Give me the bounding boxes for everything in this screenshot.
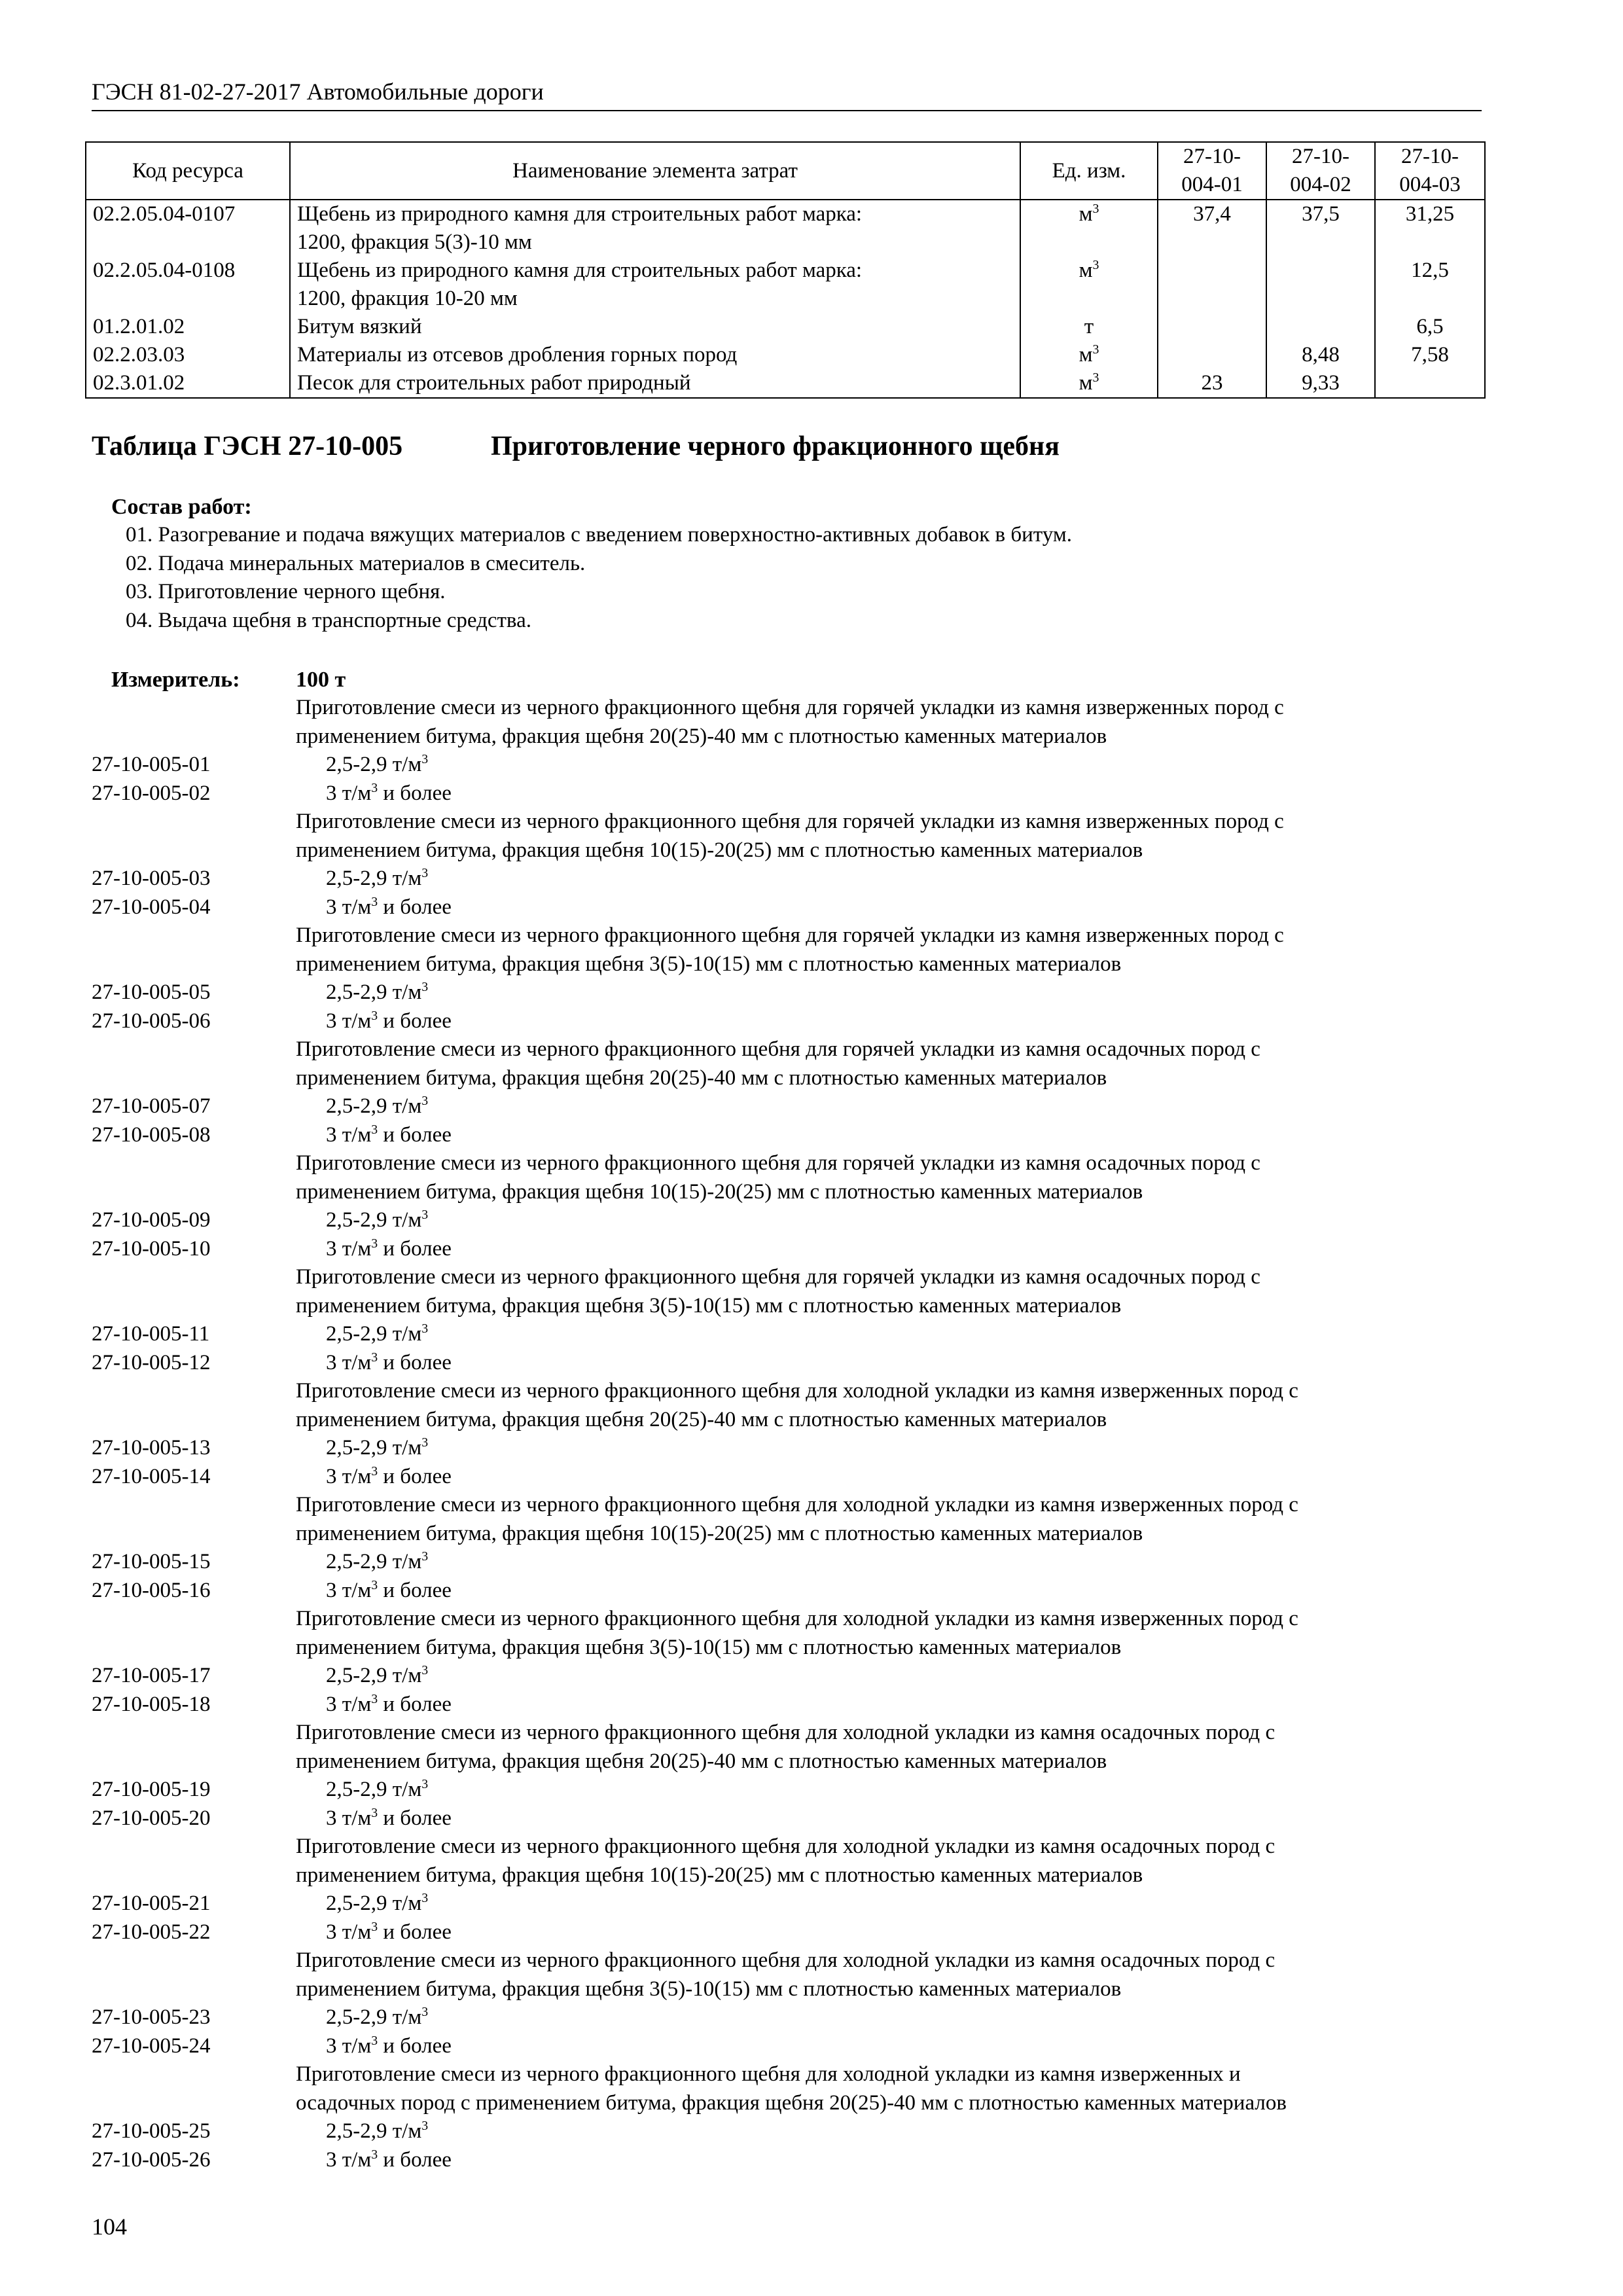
column-header-line: 27-10- bbox=[1292, 145, 1349, 168]
unit-text: т bbox=[1084, 315, 1094, 338]
density-suffix: и более bbox=[378, 1464, 452, 1488]
norm-row bbox=[92, 1235, 1486, 1264]
work-step: 01. Разогревание и подача вяжущих материалов с введением поверхностно-активных добавок в битум. bbox=[126, 523, 1072, 547]
resource-value: 7,58 bbox=[1375, 341, 1485, 369]
norm-description-line: применением битума, фракция щебня 3(5)-10(15) мм с плотностью каменных материалов bbox=[296, 1293, 1122, 1318]
density-text: 2,5-2,9 т/м bbox=[326, 1436, 422, 1460]
resource-value: 12,5 bbox=[1375, 257, 1485, 313]
density-text: 3 т/м bbox=[326, 1350, 372, 1374]
norm-row bbox=[92, 1804, 1486, 1833]
resource-value: 9,33 bbox=[1266, 369, 1375, 398]
unit-superscript: 3 bbox=[371, 1350, 378, 1365]
resource-value bbox=[1375, 369, 1485, 398]
unit-superscript: 3 bbox=[421, 1435, 429, 1450]
density-suffix: и более bbox=[378, 781, 452, 805]
unit-superscript: 3 bbox=[371, 894, 378, 909]
unit-superscript: 3 bbox=[421, 1663, 429, 1677]
norm-row bbox=[92, 2146, 1486, 2175]
unit-text: м bbox=[1079, 259, 1093, 282]
norm-group-description bbox=[92, 808, 1486, 865]
norm-group-description bbox=[92, 1491, 1486, 1548]
page-number: 104 bbox=[92, 2214, 127, 2240]
unit-superscript: 3 bbox=[371, 2033, 378, 2048]
norms-list bbox=[92, 694, 1486, 2174]
unit-superscript: 3 bbox=[421, 1777, 429, 1791]
norm-description-line: применением битума, фракция щебня 3(5)-10(15) мм с плотностью каменных материалов bbox=[296, 952, 1122, 976]
resource-unit bbox=[1020, 313, 1158, 341]
norm-code: 27-10-005-23 bbox=[92, 2005, 211, 2029]
column-header-line: 27-10- bbox=[1183, 145, 1241, 168]
running-header: ГЭСН 81-02-27-2017 Автомобильные дороги bbox=[92, 77, 1482, 111]
norm-code: 27-10-005-07 bbox=[92, 1094, 211, 1118]
work-step: 02. Подача минеральных материалов в смеситель. bbox=[126, 551, 586, 575]
column-header bbox=[1020, 142, 1158, 200]
norm-description-line: Приготовление смеси из черного фракционного щебня для горячей укладки из камня осадочных пород с bbox=[296, 1037, 1260, 1061]
resource-name-line: Щебень из природного камня для строительных работ марка: bbox=[297, 259, 863, 282]
density-text: 3 т/м bbox=[326, 1578, 372, 1602]
norm-code: 27-10-005-14 bbox=[92, 1464, 211, 1488]
unit-superscript: 3 bbox=[371, 1691, 378, 1706]
resource-code: 02.3.01.02 bbox=[86, 369, 290, 398]
resource-value: 6,5 bbox=[1375, 313, 1485, 341]
density-text: 2,5-2,9 т/м bbox=[326, 1664, 422, 1687]
table-title-label: Таблица ГЭСН 27-10-005 bbox=[92, 431, 403, 461]
norm-row bbox=[92, 893, 1486, 922]
unit-text: м bbox=[1079, 371, 1093, 395]
unit-superscript: 3 bbox=[421, 1094, 429, 1108]
resource-name-line: Песок для строительных работ природный bbox=[297, 371, 691, 395]
unit-superscript: 3 bbox=[371, 1577, 378, 1592]
norm-description-line: применением битума, фракция щебня 10(15)-20(25) мм с плотностью каменных материалов bbox=[296, 838, 1143, 862]
norm-group-description bbox=[92, 1377, 1486, 1434]
norm-row bbox=[92, 1890, 1486, 1918]
norm-row bbox=[92, 1577, 1486, 1605]
norm-density-label bbox=[326, 1662, 428, 1691]
unit-superscript: 3 bbox=[371, 1122, 378, 1137]
norm-description-line: Приготовление смеси из черного фракционного щебня для холодной укладки из камня изверженных пород с bbox=[296, 1607, 1298, 1630]
norm-code: 27-10-005-08 bbox=[92, 1122, 211, 1147]
density-text: 2,5-2,9 т/м bbox=[326, 1322, 422, 1346]
density-text: 3 т/м bbox=[326, 1692, 372, 1716]
norm-row bbox=[92, 1320, 1486, 1349]
column-header-line: 004-01 bbox=[1181, 173, 1243, 196]
norm-code: 27-10-005-11 bbox=[92, 1322, 210, 1346]
density-text: 3 т/м bbox=[326, 1009, 372, 1033]
unit-superscript: 3 bbox=[371, 780, 378, 795]
density-text: 3 т/м bbox=[326, 781, 372, 805]
density-suffix: и более bbox=[378, 1692, 452, 1716]
norm-description-line: применением битума, фракция щебня 20(25)-40 мм с плотностью каменных материалов bbox=[296, 1066, 1107, 1090]
norm-code: 27-10-005-21 bbox=[92, 1892, 211, 1915]
resource-unit bbox=[1020, 341, 1158, 369]
meter-value: 100 т bbox=[296, 668, 346, 692]
meter-label: Измеритель: bbox=[111, 668, 240, 692]
norm-row bbox=[92, 1007, 1486, 1036]
density-text: 2,5-2,9 т/м bbox=[326, 1550, 422, 1573]
column-header-line: Наименование элемента затрат bbox=[512, 158, 798, 183]
resource-value bbox=[1158, 313, 1266, 341]
norm-description-line: Приготовление смеси из черного фракционного щебня для горячей укладки из камня изверженных пород с bbox=[296, 810, 1284, 833]
norm-description-line: применением битума, фракция щебня 10(15)-20(25) мм с плотностью каменных материалов bbox=[296, 1521, 1143, 1545]
norm-group-description bbox=[92, 1605, 1486, 1662]
norm-row bbox=[92, 1776, 1486, 1804]
unit-superscript: 3 bbox=[371, 1805, 378, 1820]
resource-name bbox=[290, 313, 1020, 341]
unit-superscript: 3 bbox=[421, 1321, 429, 1336]
norm-description-line: Приготовление смеси из черного фракционного щебня для холодной укладки из камня осадочных пород с bbox=[296, 1721, 1275, 1744]
resource-name-line: Битум вязкий bbox=[297, 315, 422, 338]
norm-density-label bbox=[326, 893, 452, 922]
work-composition-title: Состав работ: bbox=[111, 495, 252, 519]
norm-group-description bbox=[92, 1263, 1486, 1320]
density-text: 2,5-2,9 т/м bbox=[326, 867, 422, 890]
norm-description-line: Приготовление смеси из черного фракционного щебня для горячей укладки из камня изверженных пород с bbox=[296, 696, 1284, 719]
resource-value: 31,25 bbox=[1375, 200, 1485, 257]
unit-superscript: 3 bbox=[371, 1463, 378, 1479]
density-suffix: и более bbox=[378, 1806, 452, 1830]
norm-description-line: применением битума, фракция щебня 3(5)-10(15) мм с плотностью каменных материалов bbox=[296, 1977, 1122, 2001]
column-header-line: 004-03 bbox=[1399, 173, 1461, 196]
resource-value bbox=[1158, 341, 1266, 369]
unit-superscript: 3 bbox=[421, 1208, 429, 1222]
norm-code: 27-10-005-25 bbox=[92, 2119, 211, 2143]
resource-name-line: 1200, фракция 5(3)-10 мм bbox=[297, 230, 532, 254]
norm-density-label bbox=[326, 1007, 452, 1036]
norm-density-label bbox=[326, 780, 452, 808]
density-text: 3 т/м bbox=[326, 895, 372, 919]
density-suffix: и более bbox=[378, 2147, 452, 2172]
density-text: 3 т/м bbox=[326, 1464, 372, 1488]
norm-code: 27-10-005-16 bbox=[92, 1578, 211, 1602]
density-text: 3 т/м bbox=[326, 2034, 372, 2058]
norm-description-line: осадочных пород с применением битума, фракция щебня 20(25)-40 мм с плотностью каменных материалов bbox=[296, 2090, 1287, 2115]
norm-density-label bbox=[326, 1434, 428, 1463]
norm-row bbox=[92, 2032, 1486, 2061]
column-header bbox=[1158, 142, 1266, 200]
column-header bbox=[1266, 142, 1375, 200]
norm-code: 27-10-005-17 bbox=[92, 1664, 211, 1687]
norm-row bbox=[92, 1121, 1486, 1150]
norm-description-line: применением битума, фракция щебня 20(25)-40 мм с плотностью каменных материалов bbox=[296, 724, 1107, 748]
table-title-name: Приготовление черного фракционного щебня bbox=[491, 431, 1060, 461]
norm-row bbox=[92, 865, 1486, 893]
norm-description-line: Приготовление смеси из черного фракционного щебня для горячей укладки из камня осадочных пород с bbox=[296, 1265, 1260, 1289]
norm-row bbox=[92, 2117, 1486, 2146]
norm-density-label bbox=[326, 1121, 452, 1150]
unit-superscript: 3 bbox=[371, 1919, 378, 1934]
norm-code: 27-10-005-20 bbox=[92, 1806, 211, 1830]
density-text: 2,5-2,9 т/м bbox=[326, 1892, 422, 1915]
unit-superscript: 3 bbox=[371, 1008, 378, 1023]
norm-code: 27-10-005-04 bbox=[92, 895, 211, 919]
norm-row bbox=[92, 1691, 1486, 1719]
norm-description-line: Приготовление смеси из черного фракционного щебня для холодной укладки из камня осадочных пород с bbox=[296, 1948, 1275, 1972]
norm-group-description bbox=[92, 2060, 1486, 2117]
column-header bbox=[1375, 142, 1485, 200]
norm-code: 27-10-005-18 bbox=[92, 1692, 211, 1716]
norm-density-label bbox=[326, 1349, 452, 1378]
work-step: 03. Приготовление черного щебня. bbox=[126, 580, 446, 603]
norm-code: 27-10-005-09 bbox=[92, 1208, 211, 1232]
density-text: 3 т/м bbox=[326, 2147, 372, 2172]
norm-density-label bbox=[326, 1691, 452, 1719]
resource-name bbox=[290, 341, 1020, 369]
unit-superscript: 3 bbox=[1092, 370, 1099, 385]
resource-name-line: 1200, фракция 10-20 мм bbox=[297, 287, 518, 310]
norm-group-description bbox=[92, 922, 1486, 978]
norm-code: 27-10-005-10 bbox=[92, 1236, 211, 1261]
norm-density-label bbox=[326, 1548, 428, 1577]
norm-density-label bbox=[326, 1463, 452, 1492]
density-suffix: и более bbox=[378, 2034, 452, 2058]
table-row bbox=[86, 257, 1485, 313]
norm-description-line: Приготовление смеси из черного фракционного щебня для холодной укладки из камня осадочных пород с bbox=[296, 1835, 1275, 1858]
norm-density-label bbox=[326, 1235, 452, 1264]
unit-superscript: 3 bbox=[421, 752, 429, 766]
norm-row bbox=[92, 1349, 1486, 1378]
norm-density-label bbox=[326, 1890, 428, 1918]
work-step: 04. Выдача щебня в транспортные средства. bbox=[126, 608, 531, 632]
density-text: 2,5-2,9 т/м bbox=[326, 753, 422, 776]
work-steps-list bbox=[126, 521, 1072, 635]
resource-value: 8,48 bbox=[1266, 341, 1375, 369]
norm-description-line: применением битума, фракция щебня 20(25)-40 мм с плотностью каменных материалов bbox=[296, 1407, 1107, 1431]
norm-description-line: Приготовление смеси из черного фракционного щебня для холодной укладки из камня изверженных и bbox=[296, 2062, 1241, 2086]
norm-description-line: применением битума, фракция щебня 3(5)-10(15) мм с плотностью каменных материалов bbox=[296, 1635, 1122, 1659]
density-text: 3 т/м bbox=[326, 1236, 372, 1261]
norm-group-description bbox=[92, 1149, 1486, 1206]
density-text: 2,5-2,9 т/м bbox=[326, 2119, 422, 2143]
norm-code: 27-10-005-19 bbox=[92, 1778, 211, 1801]
norm-group-description bbox=[92, 1946, 1486, 2003]
norm-code: 27-10-005-26 bbox=[92, 2147, 211, 2172]
norm-density-label bbox=[326, 1776, 428, 1804]
norm-group-description bbox=[92, 694, 1486, 751]
unit-superscript: 3 bbox=[371, 1236, 378, 1251]
norm-density-label bbox=[326, 1918, 452, 1947]
norm-row bbox=[92, 1434, 1486, 1463]
norm-code: 27-10-005-05 bbox=[92, 980, 211, 1004]
table-body bbox=[86, 200, 1485, 398]
column-header-line: 004-02 bbox=[1290, 173, 1351, 196]
norm-density-label bbox=[326, 1320, 428, 1349]
density-suffix: и более bbox=[378, 1920, 452, 1944]
density-suffix: и более bbox=[378, 1236, 452, 1261]
norm-code: 27-10-005-22 bbox=[92, 1920, 211, 1944]
table-row bbox=[86, 313, 1485, 341]
resource-name bbox=[290, 369, 1020, 398]
norm-description-line: Приготовление смеси из черного фракционного щебня для холодной укладки из камня изверженных пород с bbox=[296, 1379, 1298, 1403]
density-suffix: и более bbox=[378, 895, 452, 919]
norm-row bbox=[92, 1092, 1486, 1121]
density-suffix: и более bbox=[378, 1350, 452, 1374]
density-text: 3 т/м bbox=[326, 1122, 372, 1147]
norm-code: 27-10-005-12 bbox=[92, 1350, 211, 1374]
column-header-line: 27-10- bbox=[1401, 145, 1459, 168]
norm-code: 27-10-005-15 bbox=[92, 1550, 211, 1573]
table-title bbox=[92, 429, 1060, 463]
norm-description-line: применением битума, фракция щебня 20(25)-40 мм с плотностью каменных материалов bbox=[296, 1749, 1107, 1773]
norm-row bbox=[92, 1918, 1486, 1947]
norm-group-description bbox=[92, 1833, 1486, 1890]
norm-density-label bbox=[326, 2117, 428, 2146]
norm-description-line: применением битума, фракция щебня 10(15)-20(25) мм с плотностью каменных материалов bbox=[296, 1179, 1143, 1204]
norm-row bbox=[92, 780, 1486, 808]
column-header-line: Ед. изм. bbox=[1052, 158, 1126, 183]
norm-density-label bbox=[326, 1206, 428, 1235]
column-header bbox=[86, 142, 290, 200]
density-text: 2,5-2,9 т/м bbox=[326, 980, 422, 1004]
norm-density-label bbox=[326, 2032, 452, 2061]
resource-unit bbox=[1020, 200, 1158, 257]
density-suffix: и более bbox=[378, 1122, 452, 1147]
unit-superscript: 3 bbox=[421, 980, 429, 994]
density-text: 3 т/м bbox=[326, 1920, 372, 1944]
unit-superscript: 3 bbox=[421, 2119, 429, 2133]
norm-group-description bbox=[92, 1035, 1486, 1092]
norm-density-label bbox=[326, 751, 428, 780]
norm-code: 27-10-005-02 bbox=[92, 781, 211, 805]
resource-value bbox=[1266, 313, 1375, 341]
table-row bbox=[86, 200, 1485, 257]
norm-density-label bbox=[326, 1804, 452, 1833]
resource-name-line: Материалы из отсевов дробления горных пород bbox=[297, 343, 738, 367]
norm-group-description bbox=[92, 1719, 1486, 1776]
column-header bbox=[290, 142, 1020, 200]
resource-unit bbox=[1020, 369, 1158, 398]
resource-code: 02.2.05.04-0108 bbox=[86, 257, 290, 313]
resource-code: 01.2.01.02 bbox=[86, 313, 290, 341]
norm-density-label bbox=[326, 1092, 428, 1121]
unit-text: м bbox=[1079, 202, 1093, 226]
norm-density-label bbox=[326, 1577, 452, 1605]
norm-description-line: Приготовление смеси из черного фракционного щебня для горячей укладки из камня осадочных пород с bbox=[296, 1151, 1260, 1175]
resource-value: 37,5 bbox=[1266, 200, 1375, 257]
resource-value bbox=[1158, 257, 1266, 313]
unit-superscript: 3 bbox=[1092, 342, 1099, 357]
density-text: 3 т/м bbox=[326, 1806, 372, 1830]
resource-value: 23 bbox=[1158, 369, 1266, 398]
norm-description-line: Приготовление смеси из черного фракционного щебня для холодной укладки из камня изверженных пород с bbox=[296, 1493, 1298, 1516]
density-text: 2,5-2,9 т/м bbox=[326, 1094, 422, 1118]
resource-code: 02.2.03.03 bbox=[86, 341, 290, 369]
unit-superscript: 3 bbox=[421, 866, 429, 880]
density-suffix: и более bbox=[378, 1009, 452, 1033]
density-suffix: и более bbox=[378, 1578, 452, 1602]
norm-code: 27-10-005-03 bbox=[92, 867, 211, 890]
norm-code: 27-10-005-24 bbox=[92, 2034, 211, 2058]
table-header-row bbox=[86, 142, 1485, 200]
unit-superscript: 3 bbox=[1092, 258, 1099, 272]
resource-table bbox=[85, 141, 1486, 399]
norm-density-label bbox=[326, 2146, 452, 2175]
norm-row bbox=[92, 978, 1486, 1007]
norm-row bbox=[92, 1662, 1486, 1691]
norm-density-label bbox=[326, 978, 428, 1007]
norm-density-label bbox=[326, 2003, 428, 2032]
norm-row bbox=[92, 1206, 1486, 1235]
norm-row bbox=[92, 2003, 1486, 2032]
unit-superscript: 3 bbox=[1092, 202, 1099, 216]
density-text: 2,5-2,9 т/м bbox=[326, 2005, 422, 2029]
unit-text: м bbox=[1079, 343, 1093, 367]
norm-code: 27-10-005-01 bbox=[92, 753, 211, 776]
resource-unit bbox=[1020, 257, 1158, 313]
unit-superscript: 3 bbox=[421, 1891, 429, 1905]
resource-code: 02.2.05.04-0107 bbox=[86, 200, 290, 257]
norm-description-line: Приготовление смеси из черного фракционного щебня для горячей укладки из камня изверженных пород с bbox=[296, 924, 1284, 947]
unit-superscript: 3 bbox=[421, 2005, 429, 2019]
column-header-line: Код ресурса bbox=[132, 158, 243, 183]
resource-name-line: Щебень из природного камня для строительных работ марка: bbox=[297, 202, 863, 226]
resource-name bbox=[290, 257, 1020, 313]
norm-row bbox=[92, 1548, 1486, 1577]
unit-superscript: 3 bbox=[421, 1549, 429, 1564]
density-text: 2,5-2,9 т/м bbox=[326, 1208, 422, 1232]
norm-row bbox=[92, 751, 1486, 780]
norm-code: 27-10-005-06 bbox=[92, 1009, 211, 1033]
norm-code: 27-10-005-13 bbox=[92, 1436, 211, 1460]
norm-row bbox=[92, 1463, 1486, 1492]
table-row bbox=[86, 369, 1485, 398]
resource-name bbox=[290, 200, 1020, 257]
norm-description-line: применением битума, фракция щебня 10(15)-20(25) мм с плотностью каменных материалов bbox=[296, 1863, 1143, 1887]
table-row bbox=[86, 341, 1485, 369]
resource-value bbox=[1266, 257, 1375, 313]
norm-density-label bbox=[326, 865, 428, 893]
resource-value: 37,4 bbox=[1158, 200, 1266, 257]
unit-superscript: 3 bbox=[371, 2147, 378, 2162]
density-text: 2,5-2,9 т/м bbox=[326, 1778, 422, 1801]
